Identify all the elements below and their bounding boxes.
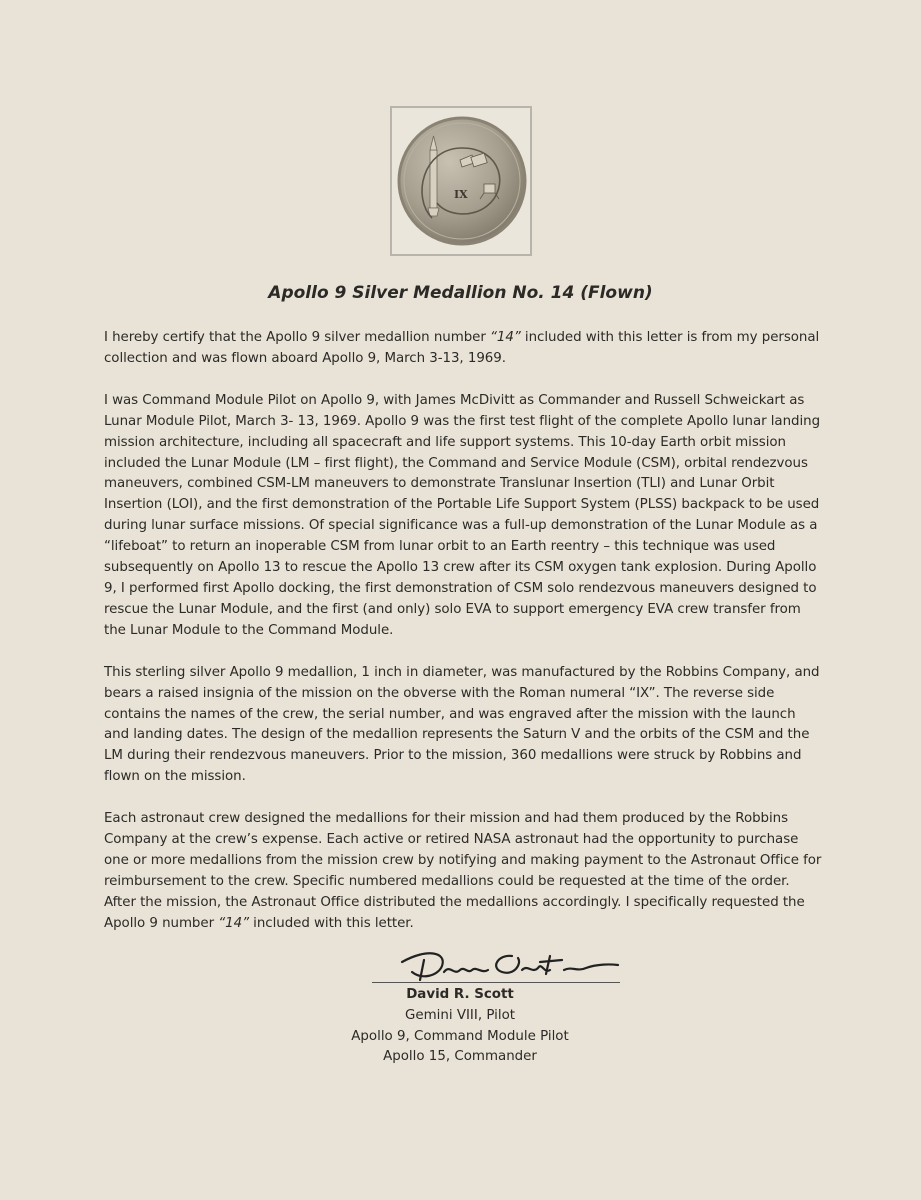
text-run: This sterling silver Apollo 9 medallion, 1 inch in diameter, was manufactured by the Robbins Company, and bears a raised insignia of the mission on the obverse with the Roman numeral “IX”. The reverse side contains the names of the crew, the serial number, and was engraved after the mission with the launch and landing dates. The design of the medallion represents the Saturn V and the orbits of the CSM and the LM during their rendezvous maneuvers. Prior to the mission, 360 medallions were struck by Robbins and flown on the mission. (104, 664, 820, 785)
signer-role: Apollo 15, Commander (383, 1049, 537, 1065)
signer-role: Gemini VIII, Pilot (404, 1007, 516, 1023)
signer-name: David R. Scott (406, 987, 514, 1002)
text-run: I hereby certify that the Apollo 9 silver medallion number (104, 330, 490, 345)
paragraph-medallion-description (104, 663, 824, 788)
text-run: I was Command Module Pilot on Apollo 9, with James McDivitt as Commander and Russell Schweickart as Lunar Module Pilot, March 3- 13, 1969. Apollo 9 was the first test flight of the complete Apollo lunar landing mission architecture, including all spacecraft and life support systems. This 10-day Earth orbit mission included the Lunar Module (LM – first flight), the Command and Service Module (CSM), orbital rendezvous maneuvers, combined CSM-LM maneuvers to demonstrate Translunar Insertion (TLI) and Lunar Orbit Insertion (LOI), and the first demonstration of the Portable Life Support System (PLSS) backpack to be used during lunar surface missions. Of special significance was a full-up demonstration of the Lunar Module as a “lifeboat” to return an inoperable CSM from lunar orbit to an Earth reentry – this technique was used subsequently on Apollo 13 to rescue the Apollo 13 crew after its CSM oxygen tank explosion. During Apollo 9, I performed first Apollo docking, the first demonstration of CSM solo rendezvous maneuvers designed to rescue the Lunar Module, and the first (and only) solo EVA to support emergency EVA crew transfer from the Lunar Module to the Command Module. (104, 392, 821, 638)
medallion-face (399, 118, 525, 244)
handwritten-signature (372, 942, 620, 986)
medallion-numeral: IX (454, 188, 468, 201)
text-run: included with this letter is from my personal collection and was flown aboard Apollo 9, March 3-13, 1969. (104, 330, 820, 366)
signer-role: Apollo 9, Command Module Pilot (351, 1028, 569, 1044)
document-title: Apollo 9 Silver Medallion No. 14 (Flown) (268, 283, 653, 303)
letter-body (104, 328, 824, 956)
text-run: Each astronaut crew designed the medallions for their mission and had them produced by the Robbins Company at the crew’s expense. Each active or retired NASA astronaut had the opportunity to purchase one or more medallions from the mission crew by notifying and making payment to the Astronaut Office for reimbursement to the crew. Specific numbered medallions could be requested at the time of the order. After the mission, the Astronaut Office distributed the medallions accordingly. I specifically requested the Apollo 9 number (104, 811, 822, 931)
medallion-number: “14” (218, 915, 249, 931)
medallion-number: “14” (490, 330, 521, 345)
paragraph-certification (104, 328, 824, 370)
signature-line (372, 982, 620, 983)
paragraph-crew-medallions (104, 809, 824, 934)
medallion-photo-frame (390, 106, 532, 256)
text-run: included with this letter. (248, 915, 414, 931)
paragraph-mission (104, 391, 824, 642)
signer-block (300, 985, 620, 1068)
medallion-image (392, 108, 530, 254)
